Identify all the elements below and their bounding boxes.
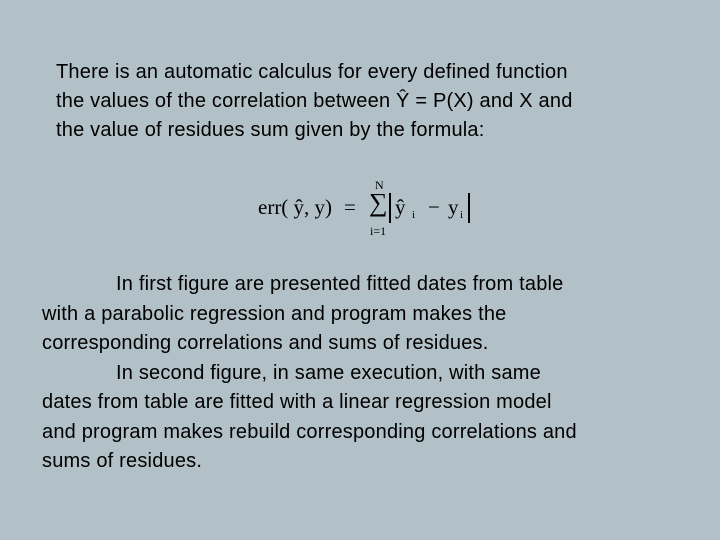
- p1-line-3: corresponding correlations and sums of residues.: [42, 332, 489, 354]
- formula-sum-symbol: ∑: [369, 188, 388, 217]
- p2-line-1: In second figure, in same execution, with same: [116, 361, 541, 384]
- p2-line-4: sums of residues.: [42, 450, 203, 472]
- residue-formula: [258, 178, 478, 240]
- formula-lower-limit: i=1: [370, 224, 387, 238]
- p2-line-2: dates from table are fitted with a linear regression model: [42, 391, 552, 413]
- formula-upper-limit: N: [375, 178, 384, 192]
- formula-term-yhat: ŷ: [395, 195, 406, 219]
- formula-sub-i-1: i: [412, 209, 416, 221]
- formula-equals: =: [344, 195, 356, 219]
- formula-sub-i-2: i: [460, 209, 464, 221]
- formula-abs-bar-right: [468, 193, 470, 223]
- formula-term-y: y: [448, 195, 459, 219]
- formula-abs-bar-left: [389, 193, 391, 223]
- p2-line-3: and program makes rebuild corresponding correlations and: [42, 420, 577, 443]
- p1-line-1: In first figure are presented fitted dates from table: [116, 273, 564, 295]
- formula-lhs: err( ŷ, y): [258, 195, 333, 219]
- intro-line-1: There is an automatic calculus for every defined function: [56, 61, 568, 83]
- p1-line-2: with a parabolic regression and program makes the: [42, 302, 507, 325]
- intro-line-3: the value of residues sum given by the formula:: [56, 119, 485, 141]
- formula-minus: −: [428, 195, 440, 219]
- intro-paragraph: [56, 58, 696, 145]
- intro-line-2: the values of the correlation between Ŷ = P(X) and X and: [56, 90, 573, 112]
- body-paragraphs: [42, 270, 702, 477]
